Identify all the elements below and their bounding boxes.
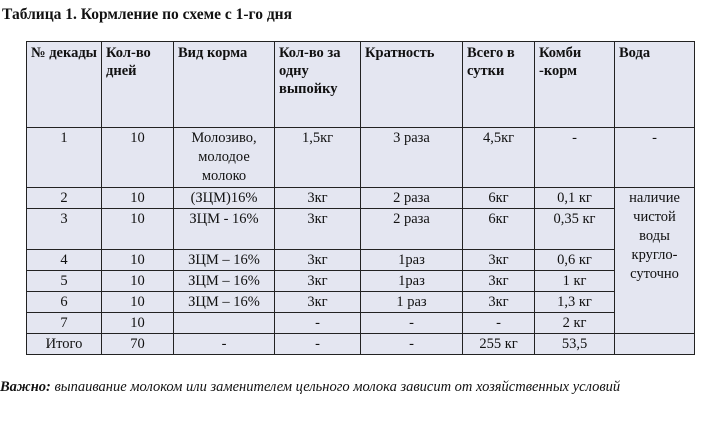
cell-frequency: -: [361, 334, 463, 355]
cell-days: 10: [102, 188, 174, 209]
cell-compound-feed: 0,35 кг: [535, 209, 615, 250]
cell-per-feeding: -: [275, 334, 361, 355]
cell-frequency: 3 раза: [361, 128, 463, 188]
table-row: [27, 209, 695, 250]
cell-feed-type: [174, 313, 275, 334]
cell-feed-type: ЗЦМ – 16%: [174, 250, 275, 271]
cell-per-day: 3кг: [463, 292, 535, 313]
table-header-row: [27, 42, 695, 128]
feeding-table: [26, 41, 695, 355]
cell-feed-type: ЗЦМ – 16%: [174, 271, 275, 292]
cell-frequency: 2 раза: [361, 209, 463, 250]
note-label: Важно:: [0, 379, 51, 395]
cell-frequency: 1раз: [361, 271, 463, 292]
cell-compound-feed: -: [535, 128, 615, 188]
table-row-total: [27, 334, 695, 355]
cell-feed-type: ЗЦМ - 16%: [174, 209, 275, 250]
cell-days: 10: [102, 271, 174, 292]
cell-per-feeding: 3кг: [275, 188, 361, 209]
cell-frequency: 1раз: [361, 250, 463, 271]
cell-decade: 7: [27, 313, 102, 334]
cell-days: 10: [102, 250, 174, 271]
cell-decade: 3: [27, 209, 102, 250]
header-feed-type: Вид корма: [174, 42, 275, 128]
cell-per-feeding: 3кг: [275, 271, 361, 292]
cell-days: 10: [102, 313, 174, 334]
cell-days: 10: [102, 292, 174, 313]
cell-decade: 6: [27, 292, 102, 313]
table-caption: Таблица 1. Кормление по схеме с 1-го дня: [2, 6, 292, 23]
cell-per-day: -: [463, 313, 535, 334]
note-text: выпаивание молоком или заменителем цельного молока зависит от хозяйственных условий: [54, 379, 621, 395]
cell-per-feeding: 1,5кг: [275, 128, 361, 188]
cell-per-feeding: 3кг: [275, 250, 361, 271]
cell-water: [615, 334, 695, 355]
cell-compound-feed: 0,1 кг: [535, 188, 615, 209]
cell-decade: 1: [27, 128, 102, 188]
cell-per-day: 255 кг: [463, 334, 535, 355]
cell-feed-type: Молозиво, молодое молоко: [174, 128, 275, 188]
cell-water: -: [615, 128, 695, 188]
cell-per-feeding: 3кг: [275, 209, 361, 250]
cell-per-day: 6кг: [463, 188, 535, 209]
cell-feed-type: (ЗЦМ)16%: [174, 188, 275, 209]
cell-per-day: 3кг: [463, 250, 535, 271]
table-row: [27, 271, 695, 292]
cell-frequency: 1 раз: [361, 292, 463, 313]
header-per-feeding: Кол-во за одну выпойку: [275, 42, 361, 128]
table-row: [27, 188, 695, 209]
header-frequency: Кратность: [361, 42, 463, 128]
cell-feed-type: -: [174, 334, 275, 355]
cell-compound-feed: 53,5: [535, 334, 615, 355]
table-row: [27, 313, 695, 334]
cell-per-feeding: -: [275, 313, 361, 334]
header-days: Кол-во дней: [102, 42, 174, 128]
cell-per-day: 4,5кг: [463, 128, 535, 188]
table-row: [27, 128, 695, 188]
cell-water-merged: наличие чистой воды кругло-суточно: [615, 188, 695, 334]
header-water: Вода: [615, 42, 695, 128]
header-decade: № декады: [27, 42, 102, 128]
table-row: [27, 292, 695, 313]
cell-per-feeding: 3кг: [275, 292, 361, 313]
cell-decade: 5: [27, 271, 102, 292]
header-compound-feed: Комби -корм: [535, 42, 615, 128]
cell-compound-feed: 2 кг: [535, 313, 615, 334]
cell-feed-type: ЗЦМ – 16%: [174, 292, 275, 313]
cell-frequency: 2 раза: [361, 188, 463, 209]
header-per-day: Всего в сутки: [463, 42, 535, 128]
cell-decade: 2: [27, 188, 102, 209]
table-row: [27, 250, 695, 271]
cell-compound-feed: 1,3 кг: [535, 292, 615, 313]
cell-compound-feed: 0,6 кг: [535, 250, 615, 271]
cell-days: 10: [102, 128, 174, 188]
important-note: [0, 377, 708, 397]
cell-per-day: 3кг: [463, 271, 535, 292]
cell-decade: 4: [27, 250, 102, 271]
cell-compound-feed: 1 кг: [535, 271, 615, 292]
cell-days: 70: [102, 334, 174, 355]
cell-decade: Итого: [27, 334, 102, 355]
cell-frequency: -: [361, 313, 463, 334]
cell-per-day: 6кг: [463, 209, 535, 250]
cell-days: 10: [102, 209, 174, 250]
